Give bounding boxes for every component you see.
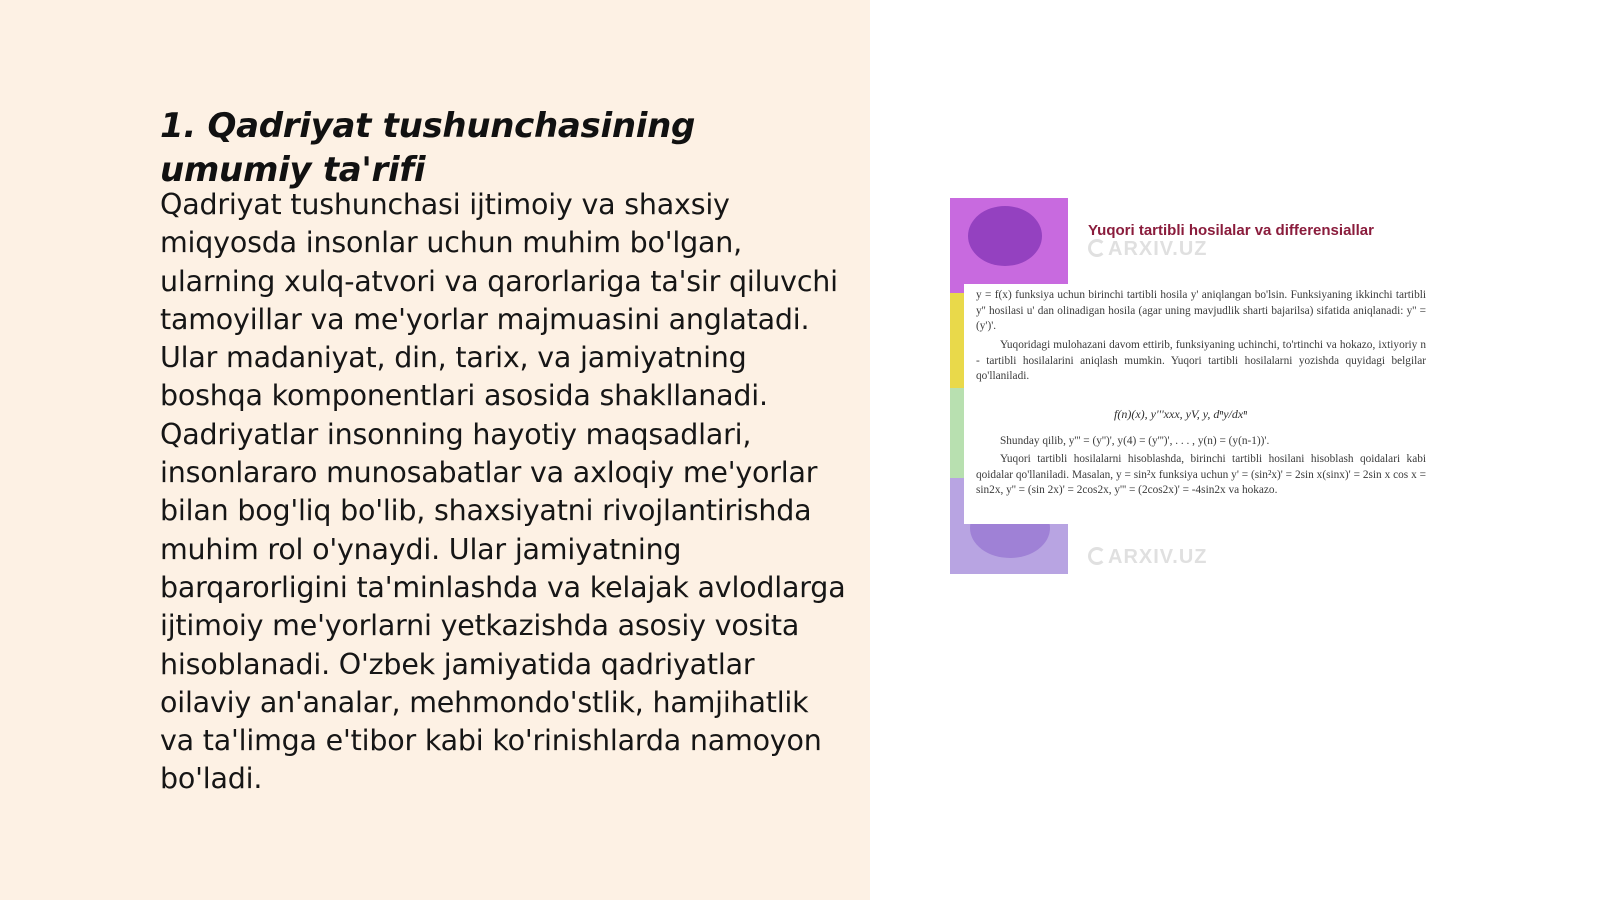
watermark-text: ARXIV.UZ <box>1108 238 1208 260</box>
doc-paragraph-4: Yuqori tartibli hosilalarni hisoblashda, birinchi tartibli hosilani hisoblash qoidalari kabi qoidalar qo'llaniladi. Masalan, y = sin²x funksiya uchun y' = (sin²x)' = 2sin x(sinx)' = 2sin x cos x = sin2x, y'' = (sin 2x)' = 2cos2x, y''' = (2cos2x)' = -4sin2x va hokazo. <box>976 453 1426 496</box>
document-sheet <box>964 284 1434 524</box>
picture-caption: Yuqori tartibli hosilalar va differensiallar <box>1088 222 1374 239</box>
doc-paragraph-3: Shunday qilib, y''' = (y'')', y(4) = (y''')', . . . , y(n) = (y(n-1))'. <box>1000 435 1270 447</box>
slide-body-text: Qadriyat tushunchasi ijtimoiy va shaxsiy miqyosda insonlar uchun muhim bo'lgan, ularning xulq-atvori va qarorlariga ta'sir qiluvchi tamoyillar va me'yorlar majmuasini anglatadi. Ular madaniyat, din, tarix, va jamiyatning boshqa komponentlari asosida shakllanadi. Qadriyatlar insonning hayotiy maqsadlari, insonlararo munosabatlar va axloqiy me'yorlar bilan bog'liq bo'lib, shaxsiyatni rivojlantirishda muhim rol o'ynaydi. Ular jamiyatning barqarorligini ta'minlashda va kelajak avlodlarga ijtimoiy me'yorlarni yetkazishda asosiy vosita hisoblanadi. O'zbek jamiyatida qadriyatlar oilaviy an'analar, mehmondo'stlik, hamjihatlik va ta'limga e'tibor kabi ko'rinishlarda namoyon bo'ladi. <box>160 188 846 796</box>
watermark-logo-icon <box>1088 547 1106 565</box>
watermark-top <box>1088 238 1208 261</box>
strip-glow-purple <box>968 206 1042 266</box>
slide-title: 1. Qadriyat tushunchasining umumiy ta'rifi <box>160 106 696 190</box>
doc-formula: f(n)(x), y'''xxx, yV, y, dⁿy/dxⁿ <box>1114 407 1247 421</box>
watermark-text: ARXIV.UZ <box>1108 546 1208 568</box>
doc-paragraph-1: y = f(x) funksiya uchun birinchi tartibli hosila y' aniqlangan bo'lsin. Funksiyaning ikkinchi tartibli y'' hosilasi u' dan olinadigan hosila (agar uning mavjudlik sharti bajarilsa) sifatida aniqlanadi: y'' = (y')'. <box>976 289 1426 332</box>
watermark-bottom <box>1088 546 1208 569</box>
document-screenshot-image <box>950 198 1452 574</box>
watermark-logo-icon <box>1088 239 1106 257</box>
doc-paragraph-2: Yuqoridagi mulohazani davom ettirib, funksiyaning uchinchi, to'rtinchi va hokazo, ixtiyoriy n - tartibli hosilalarini aniqlash mumkin. Yuqori tartibli hosilalarni yozishda quyidagi belgilar qo'llaniladi. <box>976 339 1426 382</box>
